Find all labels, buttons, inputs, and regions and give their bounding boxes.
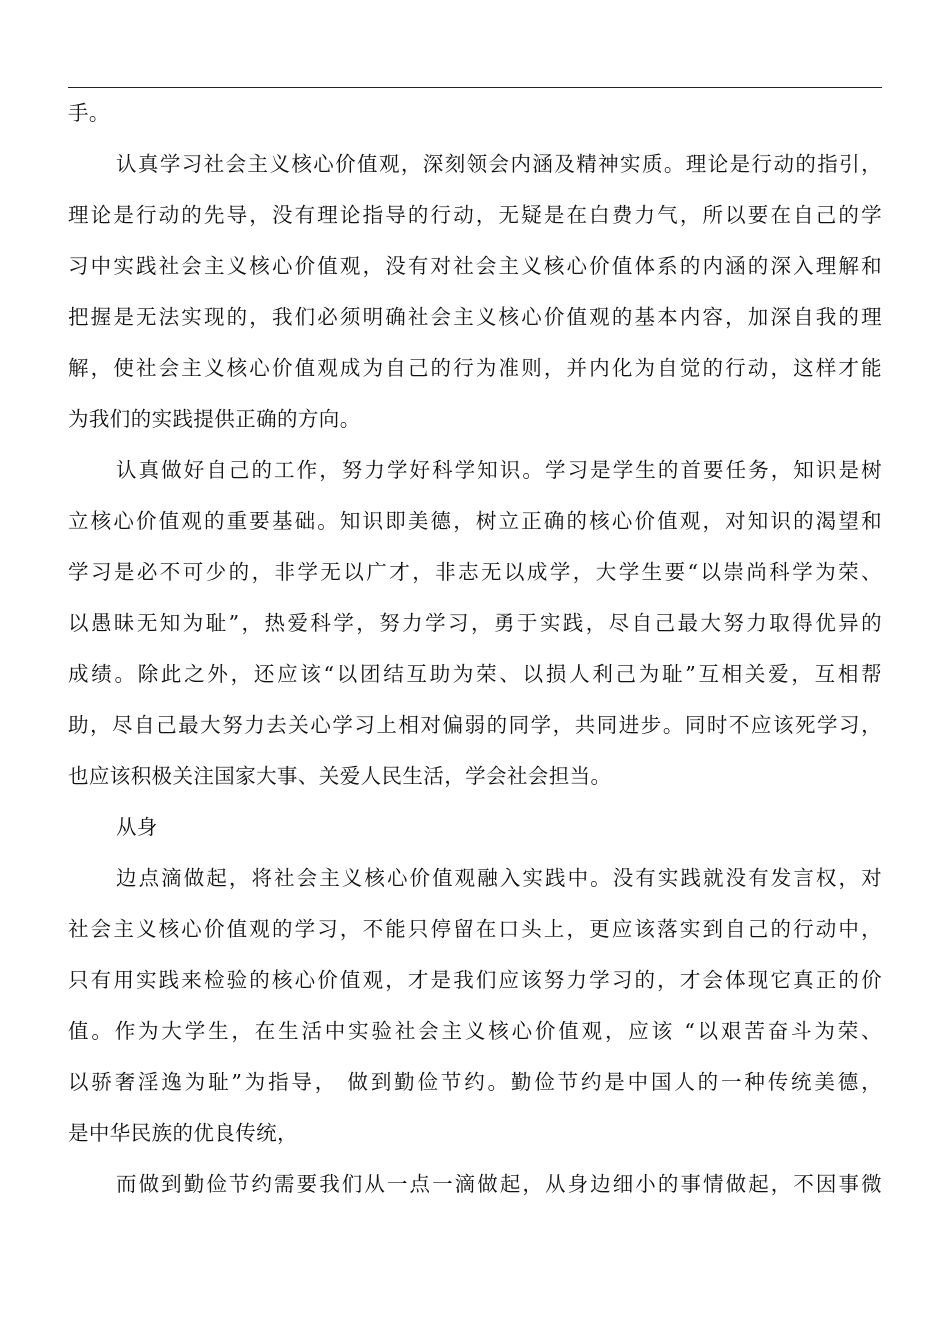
text-line: 边点滴做起，将社会主义核心价值观融入实践中。没有实践就没有发言权，对 bbox=[116, 866, 882, 890]
text-line: 理论是行动的先导，没有理论指导的行动，无疑是在白费力气，所以要在自己的学 bbox=[68, 203, 882, 227]
text-line: 以愚昧无知为耻”，热爱科学，努力学习，勇于实践，尽自己最大努力取得优异的 bbox=[68, 611, 882, 635]
text-line: 习中实践社会主义核心价值观，没有对社会主义核心价值体系的内涵的深入理解和 bbox=[68, 254, 882, 278]
text-line: 手。 bbox=[68, 101, 110, 125]
text-line: 认真做好自己的工作，努力学好科学知识。学习是学生的首要任务，知识是树 bbox=[116, 458, 882, 482]
text-line: 把握是无法实现的，我们必须明确社会主义核心价值观的基本内容，加深自我的理 bbox=[68, 305, 882, 329]
text-line: 助，尽自己最大努力去关心学习上相对偏弱的同学，共同进步。同时不应该死学习， bbox=[68, 713, 882, 737]
text-line: 也应该积极关注国家大事、关爱人民生活，学会社会担当。 bbox=[68, 764, 612, 788]
text-line: 以骄奢淫逸为耻”为指导， 做到勤俭节约。勤俭节约是中国人的一种传统美德， bbox=[68, 1070, 882, 1094]
text-line: 社会主义核心价值观的学习，不能只停留在口头上，更应该落实到自己的行动中， bbox=[68, 917, 882, 941]
text-line: 而做到勤俭节约需要我们从一点一滴做起，从身边细小的事情做起，不因事微 bbox=[116, 1172, 882, 1196]
text-line: 成绩。除此之外，还应该“以团结互助为荣、以损人利己为耻”互相关爱，互相帮 bbox=[68, 662, 882, 686]
text-line: 值。作为大学生，在生活中实验社会主义核心价值观，应该 “以艰苦奋斗为荣、 bbox=[68, 1019, 882, 1043]
body-text bbox=[68, 88, 882, 1210]
text-line: 立核心价值观的重要基础。知识即美德，树立正确的核心价值观，对知识的渴望和 bbox=[68, 509, 882, 533]
text-line: 解，使社会主义核心价值观成为自己的行为准则，并内化为自觉的行动，这样才能 bbox=[68, 356, 882, 380]
text-line: 认真学习社会主义核心价值观，深刻领会内涵及精神实质。理论是行动的指引， bbox=[116, 152, 882, 176]
text-line: 是中华民族的优良传统， bbox=[68, 1121, 298, 1145]
text-line: 为我们的实践提供正确的方向。 bbox=[68, 407, 361, 431]
text-line: 只有用实践来检验的核心价值观，才是我们应该努力学习的，才会体现它真正的价 bbox=[68, 968, 882, 992]
text-line: 学习是必不可少的，非学无以广才，非志无以成学，大学生要“以崇尚科学为荣、 bbox=[68, 560, 882, 584]
text-line: 从身 bbox=[116, 815, 158, 839]
